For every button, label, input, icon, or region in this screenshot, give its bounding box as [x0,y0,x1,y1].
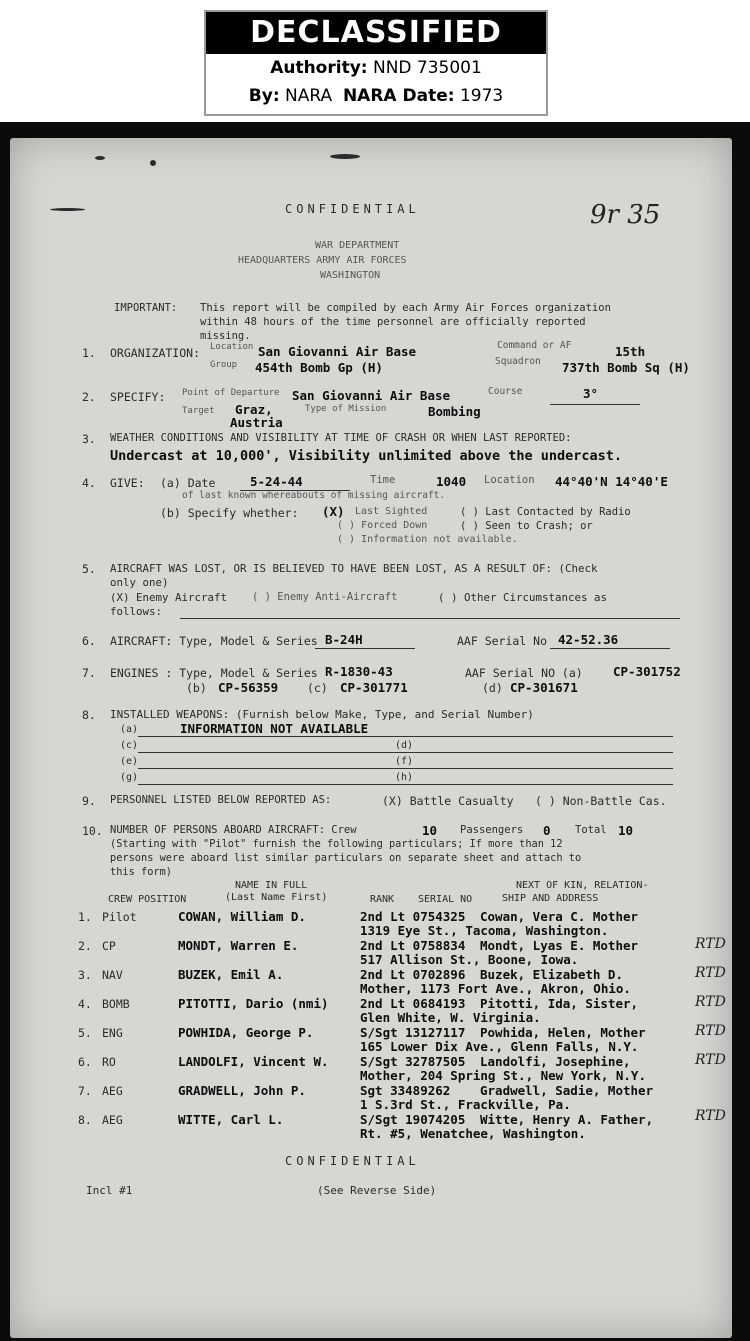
section-5-number: 5. [82,562,96,576]
crew-kin: Powhida, Helen, Mother [480,1025,646,1040]
aircraft-serial-label: AAF Serial No [457,634,548,648]
loss-location: 44°40'N 14°40'E [555,474,668,489]
location-sub-label: of last known whereabouts of missing aircraft. [182,490,446,501]
date-value: 1973 [459,86,504,106]
header-line-1: WAR DEPARTMENT [315,240,400,251]
crew-count: 10 [422,823,438,838]
engine-b-label: (b) [186,681,207,695]
crew-number: 6. [78,1055,92,1069]
command-label: Command or AF [497,340,572,351]
crew-number: 5. [78,1026,92,1040]
squadron-label: Squadron [495,356,541,367]
other-circumstances-option: ( ) Other Circumstances as [438,591,608,604]
crew-position: RO [102,1055,116,1069]
crew-rank-serial: Sgt 33489262 [360,1083,451,1098]
header-kin-2: SHIP AND ADDRESS [502,893,599,904]
section-7-number: 7. [82,666,96,680]
section-4-number: 4. [82,476,96,490]
section-1-number: 1. [82,346,96,360]
crew-number: 1. [78,910,92,924]
stamp-authority [206,54,546,82]
crew-name: GRADWELL, John P. [178,1083,306,1098]
weapon-row-a: (a) [120,724,139,735]
course-value: 3° [583,386,599,401]
crew-name: WITTE, Carl L. [178,1112,284,1127]
time-label: Time [370,474,396,486]
follows-label: follows: [110,605,163,618]
engine-serial-a: CP-301752 [613,664,681,679]
specify-label: SPECIFY: [110,390,166,404]
passenger-count: 0 [543,823,551,838]
location-label: Location [210,342,254,352]
weapon-line [138,752,673,753]
crew-kin: Landolfi, Josephine, [480,1054,631,1069]
date-label-4a: (a) Date [160,476,216,490]
aircraft-model: B-24H [325,632,363,647]
crew-kin-address: 1319 Eye St., Tacoma, Washington. [360,923,609,938]
target-country: Austria [230,415,283,430]
crew-number: 3. [78,968,92,982]
non-battle-option: ( ) Non-Battle Cas. [535,794,667,808]
anti-aircraft-option: ( ) Enemy Anti-Aircraft [252,591,398,603]
inclosure-label: Incl #1 [86,1184,133,1197]
crew-kin-address: 517 Allison St., Boone, Iowa. [360,952,579,967]
group-label: Group [210,360,238,370]
loss-cause-label: AIRCRAFT WAS LOST, OR IS BELIEVED TO HAVE BEEN LOST, AS A RESULT OF: (Check [110,562,598,575]
engine-serial-c: CP-301771 [340,680,408,695]
crew-kin-address: 1 S.3rd St., Frackville, Pa. [360,1097,571,1112]
rtd-annotation: RTD [695,965,726,981]
crew-kin: Pitotti, Ida, Sister, [480,996,639,1011]
weapon-row-f: (f) [395,756,414,767]
crew-position: CP [102,939,116,953]
header-line-3: WASHINGTON [320,270,381,281]
by-label: By: [248,86,280,106]
crew-position: AEG [102,1113,123,1127]
margin-note: 9r 35 [590,200,661,230]
engine-serial-label: AAF Serial NO (a) [465,666,583,680]
rtd-annotation: RTD [695,1023,726,1039]
aircraft-label: AIRCRAFT: Type, Model & Series [110,634,318,648]
org-squadron: 737th Bomb Sq (H) [562,360,690,375]
departure-label: Point of Departure [182,388,280,398]
total-count: 10 [618,823,634,838]
engine-serial-b: CP-56359 [218,680,279,695]
important-line-3: missing. [200,330,251,342]
last-sighted-checkbox: (X) [322,504,345,519]
header-line-2: HEADQUARTERS ARMY AIR FORCES [238,255,407,266]
instructions-line-2: (Starting with "Pilot" furnish the following particulars; If more than 12 [110,838,563,850]
smudge [50,208,85,211]
document-page [10,138,732,1338]
total-label: Total [575,824,607,836]
crew-name: POWHIDA, George P. [178,1025,314,1040]
crew-kin-address: 165 Lower Dix Ave., Glenn Falls, N.Y. [360,1039,639,1054]
crew-kin: Witte, Henry A. Father, [480,1112,654,1127]
target-city: Graz, [235,402,273,417]
weapon-row-c: (c) [120,740,139,751]
crew-rank-serial: S/Sgt 13127117 [360,1025,466,1040]
see-reverse-note: (See Reverse Side) [317,1184,437,1197]
crew-rank-serial: 2nd Lt 0702896 [360,967,466,982]
weather-value: Undercast at 10,000', Visibility unlimited above the undercast. [110,448,623,464]
persons-aboard-label: NUMBER OF PERSONS ABOARD AIRCRAFT: Crew [110,824,357,836]
crew-rank-serial: 2nd Lt 0684193 [360,996,466,1011]
crew-kin-address: Glen White, W. Virginia. [360,1010,541,1025]
crew-position: Pilot [102,910,137,924]
section-8-number: 8. [82,708,96,722]
header-rank: RANK [370,894,395,905]
mission-label: Type of Mission [305,404,387,414]
follows-underline [180,618,680,619]
weather-label: WEATHER CONDITIONS AND VISIBILITY AT TIME OF CRASH OR WHEN LAST REPORTED: [110,432,572,444]
section-9-number: 9. [82,794,96,808]
weapon-row-e: (e) [120,756,139,767]
engine-c-label: (c) [307,681,328,695]
section-6-number: 6. [82,634,96,648]
crew-rank-serial: 2nd Lt 0758834 [360,938,466,953]
info-not-available-option: ( ) Information not available. [337,534,518,545]
crew-number: 4. [78,997,92,1011]
loss-time: 1040 [436,474,467,489]
stamp-by [206,82,546,110]
last-sighted-label: Last Sighted [355,506,428,517]
header-serial: SERIAL NO [418,894,473,905]
org-group: 454th Bomb Gp (H) [255,360,383,375]
crew-name: LANDOLFI, Vincent W. [178,1054,329,1069]
forced-down-option: ( ) Forced Down [337,520,428,531]
crew-number: 7. [78,1084,92,1098]
header-name: NAME IN FULL [235,880,308,891]
crew-rank-serial: S/Sgt 19074205 [360,1112,466,1127]
departure-point: San Giovanni Air Base [292,388,451,403]
section-2-number: 2. [82,390,96,404]
crew-name: MONDT, Warren E. [178,938,299,953]
org-location: San Giovanni Air Base [258,344,417,359]
crew-position: ENG [102,1026,123,1040]
crew-kin: Gradwell, Sadie, Mother [480,1083,654,1098]
header-name-sub: (Last Name First) [225,892,328,903]
crew-position: NAV [102,968,123,982]
crew-kin-address: Rt. #5, Wenatchee, Washington. [360,1126,586,1141]
weapon-row-h: (h) [395,772,414,783]
weapon-line [138,736,673,737]
crew-kin-address: Mother, 204 Spring St., New York, N.Y. [360,1068,646,1083]
section-3-number: 3. [82,432,96,446]
rtd-annotation: RTD [695,936,726,952]
aircraft-model-underline [315,648,415,649]
crew-kin: Cowan, Vera C. Mother [480,909,639,924]
rtd-annotation: RTD [695,1108,726,1124]
crew-rank-serial: S/Sgt 32787505 [360,1054,466,1069]
crew-name: BUZEK, Emil A. [178,967,284,982]
important-label: IMPORTANT: [114,302,178,314]
rtd-annotation: RTD [695,1052,726,1068]
engine-d-label: (d) [482,681,503,695]
crew-kin: Mondt, Lyas E. Mother [480,938,639,953]
weapon-row-d: (d) [395,740,414,751]
give-label: GIVE: [110,476,145,490]
smudge [95,156,105,160]
crew-kin-address: Mother, 1173 Fort Ave., Akron, Ohio. [360,981,631,996]
loss-cause-label-2: only one) [110,576,169,589]
stamp-heading: DECLASSIFIED [206,12,546,54]
specify-whether-label: (b) Specify whether: [160,506,299,520]
target-label: Target [182,406,215,416]
classification-bottom: CONFIDENTIAL [285,1154,420,1168]
loss-date: 5-24-44 [250,474,303,489]
weapons-value: INFORMATION NOT AVAILABLE [180,721,369,736]
crew-number: 8. [78,1113,92,1127]
loss-location-label: Location [484,474,535,486]
seen-to-crash-option: ( ) Seen to Crash; or [460,520,593,532]
org-command: 15th [615,344,646,359]
passengers-label: Passengers [460,824,524,836]
aircraft-serial-underline [550,648,670,649]
rtd-annotation: RTD [695,994,726,1010]
organization-label: ORGANIZATION: [110,346,201,360]
instructions-line-4: this form) [110,866,172,878]
section-10-number: 10. [82,824,103,838]
authority-value: NND 735001 [372,58,482,78]
crew-rank-serial: 2nd Lt 0754325 [360,909,466,924]
by-value: NARA [285,86,333,106]
weapon-line [138,768,673,769]
aircraft-serial: 42-52.36 [558,632,619,647]
engines-label: ENGINES : Type, Model & Series [110,666,318,680]
crew-position: BOMB [102,997,130,1011]
instructions-line-3: persons were aboard list similar particulars on separate sheet and attach to [110,852,582,864]
smudge [330,154,360,159]
declassified-stamp [204,10,548,116]
last-contacted-option: ( ) Last Contacted by Radio [460,506,631,518]
crew-position: AEG [102,1084,123,1098]
header-kin: NEXT OF KIN, RELATION- [516,880,649,891]
classification-top: CONFIDENTIAL [285,202,420,216]
crew-number: 2. [78,939,92,953]
enemy-aircraft-option: (X) Enemy Aircraft [110,591,228,604]
important-line-2: within 48 hours of the time personnel are officially reported [200,316,586,328]
important-line-1: This report will be compiled by each Army Air Forces organization [200,302,611,314]
weapons-label: INSTALLED WEAPONS: (Furnish below Make, Type, and Serial Number) [110,708,534,721]
engine-serial-d: CP-301671 [510,680,578,695]
crew-name: COWAN, William D. [178,909,306,924]
weapon-line [138,784,673,785]
battle-casualty-option: (X) Battle Casualty [382,794,514,808]
mission-type: Bombing [428,404,481,419]
course-underline [550,404,640,405]
crew-kin: Buzek, Elizabeth D. [480,967,623,982]
smudge [150,160,156,166]
authority-label: Authority: [270,58,368,78]
weapon-row-g: (g) [120,772,139,783]
engine-model: R-1830-43 [325,664,393,679]
personnel-status-label: PERSONNEL LISTED BELOW REPORTED AS: [110,794,332,806]
header-crew-position: CREW POSITION [108,894,187,905]
crew-name: PITOTTI, Dario (nmi) [178,996,329,1011]
date-label: NARA Date: [342,86,455,106]
course-label: Course [488,386,523,397]
